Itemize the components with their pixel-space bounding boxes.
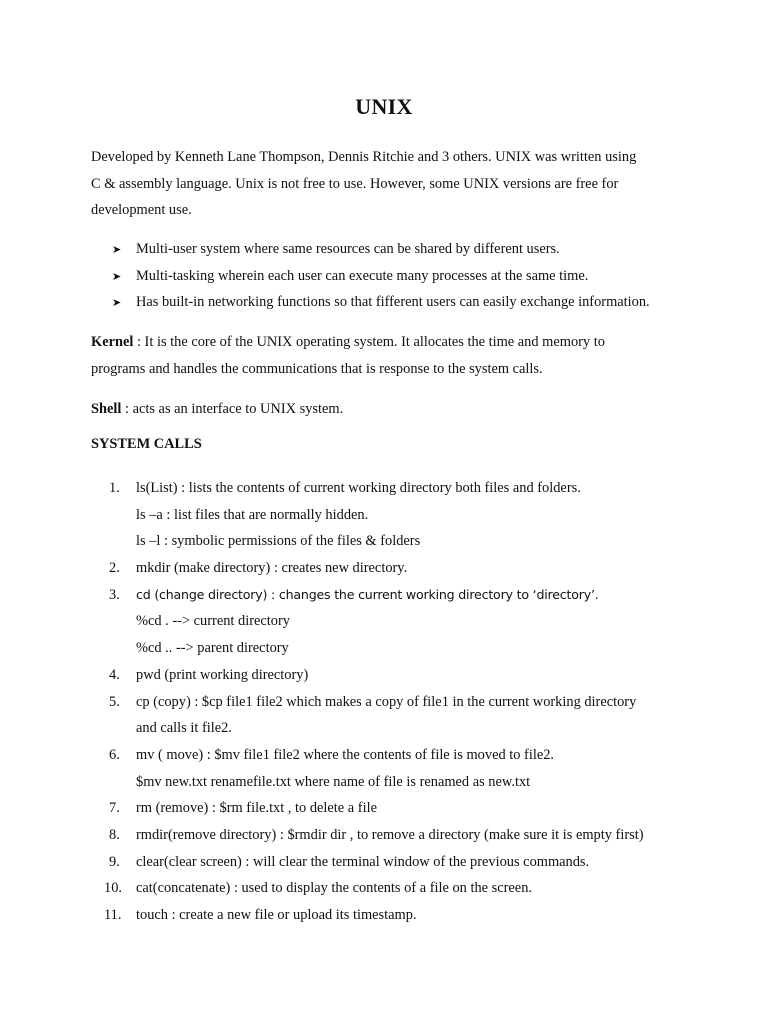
list-item-text: cat(concatenate) : used to display the contents of a file on the screen.	[136, 880, 532, 897]
list-item	[91, 502, 644, 529]
system-calls-list	[91, 475, 644, 929]
list-item	[91, 555, 644, 582]
list-item-text: %cd . --> current directory	[136, 613, 290, 630]
list-item	[91, 902, 644, 929]
list-item-text: Multi-tasking wherein each user can execute many processes at the same time.	[136, 267, 589, 284]
shell-paragraph	[91, 396, 691, 423]
intro-paragraph	[91, 144, 691, 224]
shell-text: : acts as an interface to UNIX system.	[121, 401, 344, 417]
list-item-number: 3.	[109, 586, 120, 603]
list-item-number: 6.	[109, 746, 120, 763]
arrow-bullet-icon: ➤	[112, 296, 122, 310]
kernel-paragraph	[91, 329, 691, 382]
list-item	[91, 822, 644, 849]
list-item-number: 8.	[109, 826, 120, 843]
shell-term: Shell	[91, 401, 122, 417]
list-item-text: ls –l : symbolic permissions of the files & folders	[136, 533, 421, 550]
list-item	[91, 742, 644, 769]
list-item-text: $mv new.txt renamefile.txt where name of file is renamed as new.txt	[136, 773, 531, 790]
list-item-text: ls –a : list files that are normally hidden.	[136, 506, 369, 523]
list-item	[91, 662, 644, 689]
list-item	[91, 608, 644, 635]
list-item-text: rmdir(remove directory) : $rmdir dir , to remove a directory (make sure it is empty first)	[136, 826, 644, 843]
list-item	[91, 769, 644, 796]
list-item	[91, 875, 644, 902]
list-item	[91, 715, 644, 742]
page-title: UNIX	[355, 94, 413, 119]
list-item	[112, 236, 650, 263]
list-item	[91, 849, 644, 876]
list-item-text: touch : create a new file or upload its timestamp.	[136, 907, 417, 923]
feature-list	[112, 236, 650, 316]
list-item-text: clear(clear screen) : will clear the terminal window of the previous commands.	[136, 853, 590, 870]
list-item-text: pwd (print working directory)	[136, 666, 309, 683]
list-item-number: 5.	[109, 693, 120, 710]
kernel-line: programs and handles the communications that is response to the system calls.	[91, 360, 543, 377]
list-item	[91, 795, 644, 822]
list-item-text: mkdir (make directory) : creates new directory.	[136, 560, 408, 577]
list-item-text: Has built-in networking functions so that fifferent users can easily exchange information.	[136, 294, 650, 311]
list-item-text: mv ( move) : $mv file1 file2 where the contents of file is moved to file2.	[136, 746, 555, 763]
system-calls-heading: SYSTEM CALLS	[91, 436, 202, 452]
list-item-text: Multi-user system where same resources can be shared by different users.	[136, 241, 560, 257]
list-item-text: cd (change directory) : changes the current working directory to ‘directory’.	[136, 586, 599, 602]
list-item-text: rm (remove) : $rm file.txt , to delete a file	[136, 800, 377, 817]
list-item	[112, 263, 650, 290]
list-item-text: cp (copy) : $cp file1 file2 which makes a copy of file1 in the current working directory	[136, 693, 637, 710]
list-item-number: 11.	[104, 907, 122, 923]
list-item	[91, 582, 644, 609]
list-item	[91, 635, 644, 662]
list-item	[91, 528, 644, 555]
list-item-text: %cd .. --> parent directory	[136, 640, 289, 657]
list-item-number: 9.	[109, 853, 120, 870]
list-item-text: ls(List) : lists the contents of current working directory both files and folders.	[136, 480, 581, 496]
kernel-term: Kernel	[91, 334, 134, 350]
list-item-number: 4.	[109, 666, 120, 683]
list-item	[91, 475, 644, 502]
intro-line: Developed by Kenneth Lane Thompson, Dennis Ritchie and 3 others. UNIX was written using	[91, 149, 637, 165]
list-item-text: and calls it file2.	[136, 720, 232, 737]
intro-line: C & assembly language. Unix is not free to use. However, some UNIX versions are free for	[91, 175, 619, 192]
kernel-text: : It is the core of the UNIX operating system. It allocates the time and memory to	[133, 334, 605, 350]
list-item-number: 10.	[104, 880, 122, 897]
kernel-line	[91, 329, 691, 356]
arrow-bullet-icon: ➤	[112, 269, 122, 283]
intro-line: development use.	[91, 202, 192, 219]
list-item-number: 7.	[109, 800, 120, 817]
list-item-number: 1.	[109, 480, 120, 496]
list-item	[112, 289, 650, 316]
arrow-bullet-icon: ➤	[112, 243, 122, 256]
list-item-number: 2.	[109, 560, 120, 577]
list-item	[91, 689, 644, 716]
